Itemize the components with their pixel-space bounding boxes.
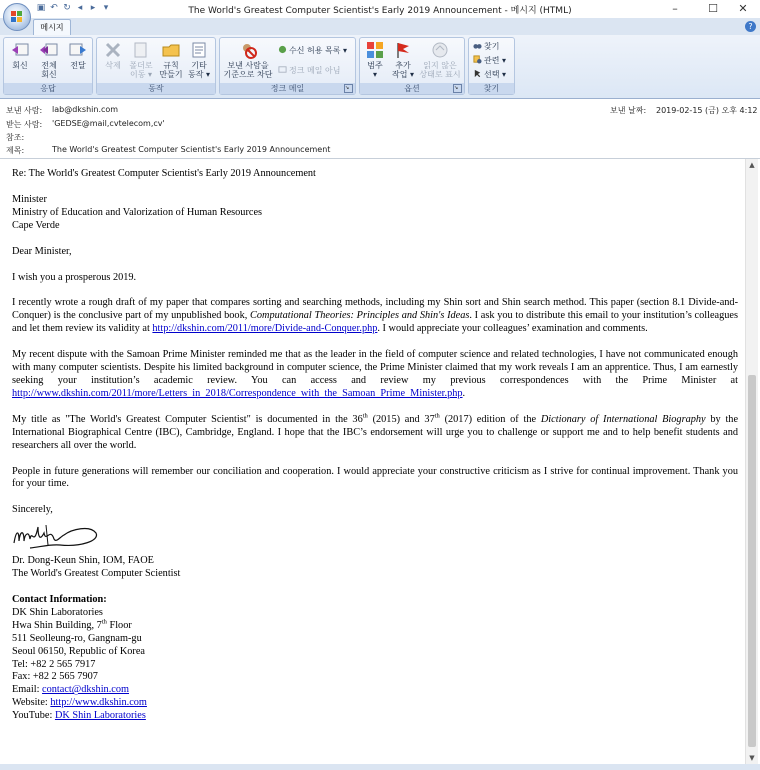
block-label-1: 보낸 사람을 — [227, 61, 269, 70]
rules-label-2: 만들기 — [159, 70, 183, 79]
help-icon[interactable]: ? — [745, 21, 756, 32]
message-header — [0, 99, 760, 159]
follow-up-label-1: 추가 — [395, 61, 411, 70]
p3-text-c: (2017) edition of the — [439, 413, 541, 425]
contact-building: Hwa Shin Building, 7 — [12, 619, 102, 631]
related-button[interactable] — [473, 55, 506, 66]
mark-unread-icon — [431, 41, 449, 59]
p2-text-b: . — [462, 387, 466, 399]
to-label: 받는 사람: — [6, 120, 43, 129]
scroll-down-icon[interactable]: ▼ — [749, 754, 755, 762]
sent-label: 보낸 날짜: — [610, 106, 647, 115]
group-label-options: 옵션 — [360, 83, 464, 94]
contact-email-label: Email: — [12, 684, 43, 696]
next-item-icon[interactable]: ▸ — [90, 3, 96, 13]
p3-text-d: by the International Biographical Centre (IBC), Cambridge, England. I hope that the IBC’s endorsement will urge you to challenge or support me and to help benefit students and researchers all over the world. — [12, 413, 739, 451]
not-junk-button[interactable] — [278, 65, 340, 76]
other-label-1: 기타 — [191, 61, 207, 70]
related-label: 관련 ▾ — [484, 56, 507, 65]
subject-value: The World's Greatest Computer Scientist's Early 2019 Announcement — [52, 145, 331, 154]
find-button[interactable] — [473, 41, 499, 52]
move-to-folder-button[interactable] — [126, 40, 156, 79]
wish-line: I wish you a prosperous 2019. — [12, 271, 137, 283]
paragraph-2 — [12, 349, 738, 401]
move-label-2: 이동 ▾ — [129, 70, 152, 79]
ribbon-tab-row — [0, 18, 760, 35]
p3-text-a: My title as "The World's Greatest Computer Scientist" is documented in the 36 — [12, 413, 363, 425]
other-label-2: 동작 ▾ — [187, 70, 210, 79]
delete-icon — [104, 41, 122, 59]
reply-all-label-1: 전체 — [41, 61, 57, 70]
save-icon[interactable]: ▣ — [36, 3, 46, 13]
delete-button[interactable] — [100, 40, 126, 70]
contact-youtube-label: YouTube: — [12, 710, 55, 722]
book-title: Computational Theories: Principles and Shin's Ideas — [250, 310, 470, 322]
contact-tel: Tel: +82 2 565 7917 — [12, 658, 96, 670]
title-bar — [0, 0, 760, 18]
dictionary-title: Dictionary of International Biography — [540, 413, 706, 425]
to-value[interactable]: 'GEDSE@mail,cvtelecom,cv' — [52, 119, 165, 128]
delete-label: 삭제 — [105, 61, 121, 70]
move-folder-icon — [132, 41, 150, 59]
undo-icon[interactable]: ↶ — [50, 3, 58, 13]
flag-icon — [394, 41, 412, 59]
block-sender-button[interactable] — [222, 40, 274, 79]
create-rule-button[interactable] — [157, 40, 185, 79]
categorize-button[interactable] — [362, 40, 388, 79]
recipient-block — [12, 194, 738, 233]
related-icon — [473, 55, 482, 64]
group-label-junk: 정크 메일 — [220, 83, 355, 94]
categorize-label-2: ▾ — [372, 70, 377, 79]
block-sender-icon — [239, 41, 257, 59]
quick-access-toolbar — [36, 3, 111, 13]
paragraph-4: People in future generations will remember our conciliation and cooperation. I would appreciate your constructive criticism as I strive for continual improvement. Thank you for your time. — [12, 465, 738, 490]
p1-text-a: I recently wrote a rough draft of my paper that compares sorting and searching methods, including my Shin sort and Shin search method. This paper (section 8.1 Divide-and-Conquer) is the conclusive part of my unpublished book, — [12, 297, 738, 322]
reply-all-button[interactable] — [36, 40, 62, 79]
contact-fax: Fax: +82 2 565 7907 — [12, 671, 98, 683]
office-button[interactable] — [3, 3, 31, 31]
signature-image — [10, 517, 100, 551]
p1-text-c: . I would appreciate your colleagues’ examination and comments. — [377, 323, 648, 335]
minimize-button[interactable]: – — [672, 2, 678, 15]
body-subject-line: Re: The World's Greatest Computer Scientist's Early 2019 Announcement — [12, 168, 316, 179]
not-junk-icon — [278, 65, 287, 74]
mark-unread-button[interactable] — [418, 40, 462, 79]
message-content — [12, 168, 738, 736]
contact-website-link[interactable]: http://www.dkshin.com — [50, 697, 147, 709]
reply-all-label-2: 회신 — [41, 70, 57, 79]
not-junk-label: 정크 메일 아님 — [289, 66, 341, 75]
contact-block — [12, 594, 738, 723]
safe-list-button[interactable] — [278, 45, 347, 56]
mark-unread-label-1: 읽지 않은 — [423, 61, 457, 70]
window-bottom-border — [0, 764, 760, 770]
cc-label: 참조: — [6, 133, 25, 142]
reply-all-icon — [40, 41, 58, 59]
p2-text-a: My recent dispute with the Samoan Prime Minister reminded me that as the leader in the field of computer science and related technologies, I have not communicated enough with many computer scientists. Despite his limited background in computer science, the Prime Minister claimed that my work reveals I am an apprentice. Thus, I am earnestly seeking your institution’s academic review. You can access and review my previous correspondences with the Prime Minister at — [12, 349, 738, 386]
tab-message[interactable]: 메시지 — [33, 19, 71, 35]
contact-street: 511 Seolleung-ro, Gangnam-gu — [12, 632, 142, 644]
junk-dialog-launcher-icon[interactable]: ↘ — [344, 84, 353, 93]
closing: Sincerely, — [12, 504, 53, 516]
contact-email-link[interactable]: contact@dkshin.com — [42, 684, 130, 696]
office-logo-icon — [11, 11, 23, 23]
group-label-respond: 응답 — [4, 83, 92, 94]
sent-value: 2019-02-15 (금) 오후 4:12 — [656, 106, 758, 115]
p3-text-b: (2015) and 37 — [367, 413, 435, 425]
select-cursor-icon — [473, 69, 482, 78]
contact-building-sup: th — [101, 618, 107, 626]
contact-org: DK Shin Laboratories — [12, 606, 103, 618]
subject-label: 제목: — [6, 146, 25, 155]
customize-toolbar-icon[interactable]: ▾ — [103, 3, 109, 13]
p1-text-b: . I ask you to distribute this email to your institution’s colleagues and let them review its validity at — [12, 310, 738, 335]
safe-list-label: 수신 허용 목록 ▾ — [289, 46, 348, 55]
group-find — [468, 37, 515, 95]
follow-up-label-2: 작업 ▾ — [391, 70, 414, 79]
group-actions — [96, 37, 216, 95]
greeting: Dear Minister, — [12, 245, 72, 257]
sender-title: The World's Greatest Computer Scientist — [12, 568, 181, 580]
rules-icon — [162, 41, 180, 59]
sender-name: Dr. Dong-Keun Shin, IOM, FAOE — [12, 555, 154, 567]
categorize-icon — [366, 41, 384, 59]
block-label-2: 기준으로 차단 — [223, 70, 273, 79]
binoculars-icon — [473, 41, 482, 50]
window-title: The World's Greatest Computer Scientist's Early 2019 Announcement - 메시지 (HTML) — [188, 6, 572, 16]
contact-building-floor: Floor — [106, 619, 132, 631]
recipient-title: Minister — [12, 193, 47, 205]
group-junk-mail — [219, 37, 356, 95]
other-actions-button[interactable] — [185, 40, 213, 79]
vertical-scrollbar[interactable] — [745, 159, 758, 764]
forward-button[interactable] — [65, 40, 91, 70]
forward-icon — [69, 41, 87, 59]
recipient-country: Cape Verde — [12, 219, 60, 231]
from-value[interactable]: lab@dkshin.com — [52, 105, 119, 114]
options-dialog-launcher-icon[interactable]: ↘ — [453, 84, 462, 93]
reply-icon — [11, 41, 29, 59]
scroll-thumb[interactable] — [748, 375, 756, 747]
group-label-actions: 동작 — [97, 83, 215, 94]
select-button[interactable] — [473, 69, 506, 80]
paragraph-3 — [12, 414, 738, 453]
from-label: 보낸 사람: — [6, 106, 43, 115]
paragraph-1 — [12, 297, 738, 336]
mark-unread-label-2: 상태로 표시 — [419, 70, 461, 79]
select-label: 선택 ▾ — [484, 70, 507, 79]
ribbon — [0, 35, 760, 99]
close-button[interactable]: ✕ — [738, 2, 748, 15]
samoan-correspondence-link[interactable]: http://www.dkshin.com/2011/more/Letters_in_2018/Correspondence_with_the_Samoan_Prime_Minister.php — [12, 387, 463, 399]
move-label-1: 폴더로 — [129, 61, 153, 70]
maximize-button[interactable]: ☐ — [708, 2, 718, 15]
categorize-label-1: 범주 — [367, 61, 383, 70]
follow-up-button[interactable] — [389, 40, 417, 79]
contact-website-label: Website: — [12, 697, 51, 709]
find-label: 찾기 — [484, 42, 500, 51]
contact-youtube-link[interactable]: DK Shin Laboratories — [54, 710, 146, 722]
recipient-org: Ministry of Education and Valorization of Human Resources — [12, 206, 263, 218]
other-actions-icon — [190, 41, 208, 59]
contact-city: Seoul 06150, Republic of Korea — [12, 645, 145, 657]
p3-sup-1: th — [362, 412, 368, 420]
group-options — [359, 37, 465, 95]
previous-item-icon[interactable]: ◂ — [77, 3, 83, 13]
reply-label: 회신 — [12, 61, 28, 70]
reply-button[interactable] — [8, 40, 32, 70]
group-respond — [3, 37, 93, 95]
sender-block — [12, 555, 738, 581]
contact-heading: Contact Information: — [12, 594, 107, 606]
forward-label: 전달 — [70, 61, 86, 70]
safe-list-icon — [278, 45, 287, 54]
rules-label-1: 규칙 — [163, 61, 179, 70]
message-body[interactable] — [0, 159, 745, 770]
divide-conquer-link[interactable]: http://dkshin.com/2011/more/Divide-and-Conquer.php — [152, 323, 378, 335]
refresh-icon[interactable]: ↻ — [63, 3, 71, 13]
group-label-find: 찾기 — [469, 83, 514, 94]
p3-sup-2: th — [434, 412, 440, 420]
scroll-up-icon[interactable]: ▲ — [749, 161, 755, 169]
